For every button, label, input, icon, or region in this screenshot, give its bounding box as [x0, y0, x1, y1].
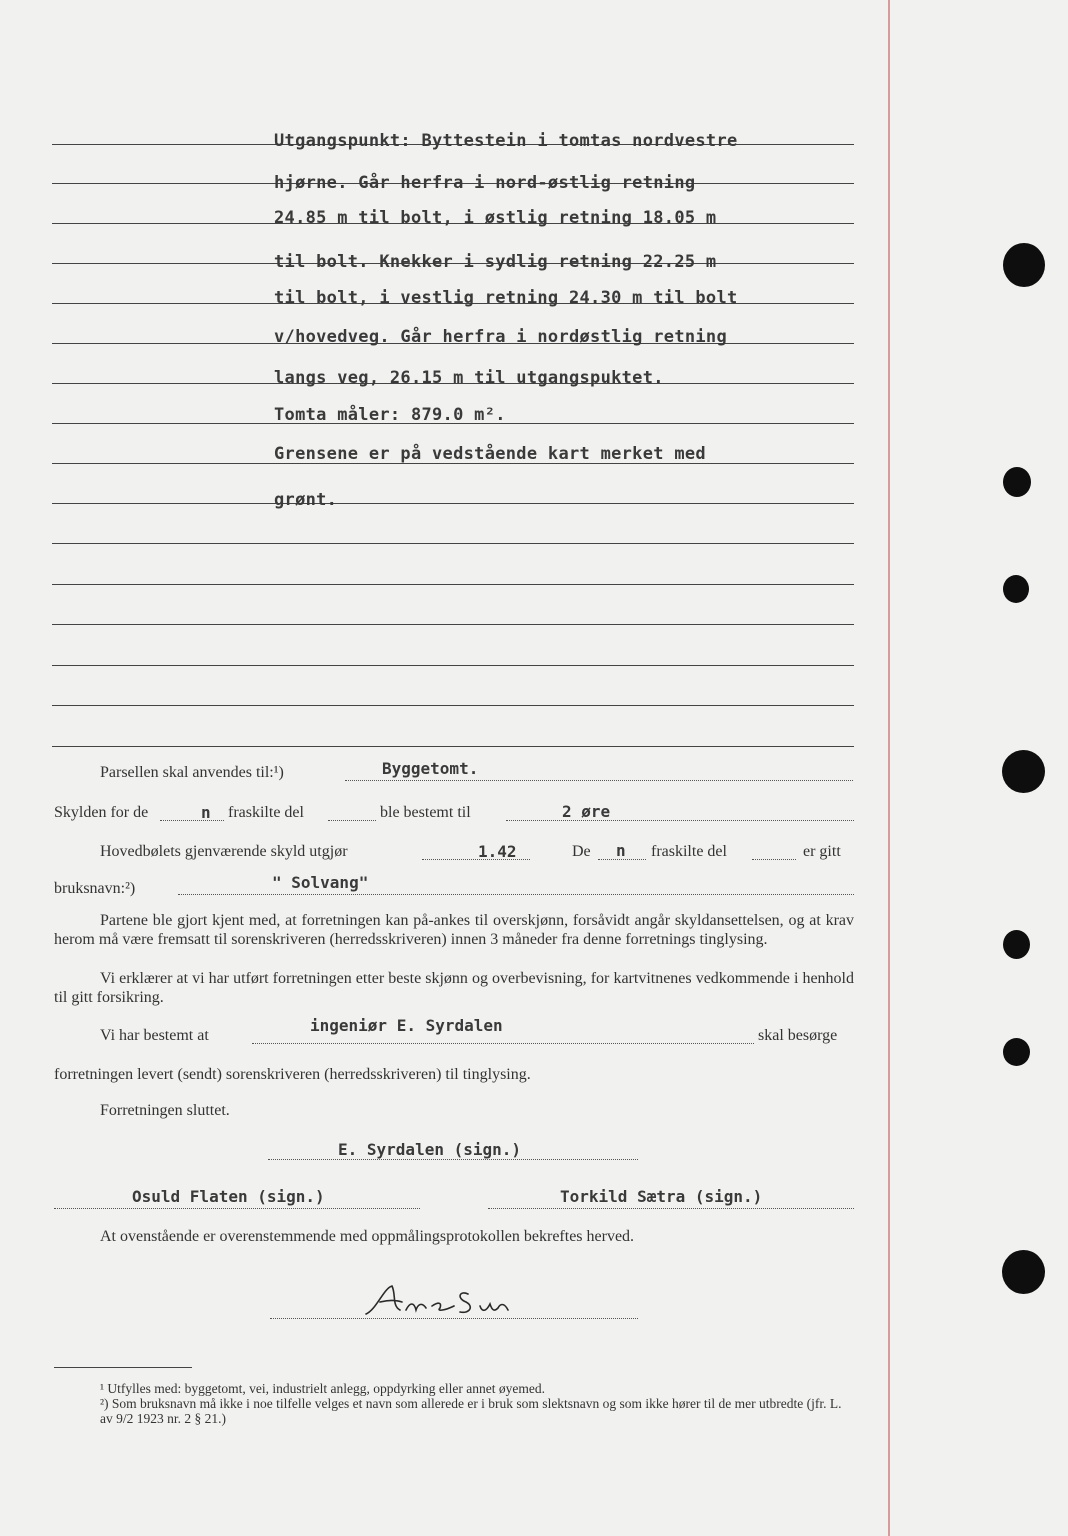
footnote-2: ²) Som bruksnavn må ikke i noe tilfelle velges et navn som allerede er i bruk som slektsnavn og som ikke hører til de mer utbredte (jfr. L. av 9/2 1923 nr. 2 § 21.): [100, 1396, 842, 1426]
hovedbol-er-gitt-label: er gitt: [803, 843, 841, 860]
parsellen-dotted-line: [345, 780, 853, 781]
confirmation-text: At ovenstående er overenstemmende med oppmålingsprotokollen bekreftes herved.: [100, 1228, 635, 1245]
footnote-1: ¹ Utfylles med: byggetomt, vei, industrielt anlegg, oppdyrking eller annet øyemed.: [100, 1381, 545, 1396]
punch-hole: [1002, 750, 1045, 793]
skylden-dotted-line: [328, 820, 376, 821]
parsellen-value: Byggetomt.: [382, 759, 479, 778]
description-line: v/hovedveg. Går herfra i nordøstlig retning: [274, 327, 727, 347]
levert-text: forretningen levert (sendt) sorenskriveren (herredsskriveren) til tinglysing.: [54, 1066, 531, 1083]
punch-hole: [1003, 467, 1031, 497]
bruksnavn-label: bruksnavn:²): [54, 880, 136, 897]
description-line: Utgangspunkt: Byttestein i tomtas nordvestre: [274, 131, 738, 151]
description-line: Tomta måler: 879.0 m².: [274, 405, 506, 425]
punch-hole: [1003, 575, 1029, 603]
ruled-line: [52, 705, 854, 706]
ruled-line: [52, 503, 854, 504]
punch-hole: [1003, 243, 1045, 287]
signature-surveyor: E. Syrdalen (sign.): [338, 1140, 522, 1159]
hovedbol-n-value: n: [616, 841, 626, 860]
bruksnavn-dotted-line: [178, 894, 854, 895]
description-line: Grensene er på vedstående kart merket med: [274, 444, 706, 464]
punch-hole: [1003, 930, 1030, 959]
red-margin-line: [888, 0, 890, 1536]
besorge-label: skal besørge: [758, 1027, 838, 1044]
partene-paragraph: [54, 911, 854, 949]
partene-text: Partene ble gjort kjent med, at forretningen kan på-ankes til overskjønn, forsåvidt angår skyldansettelsen, og at krav herom må være fremsatt til sorenskriveren (herredsskriveren) innen 3 måneder fra denne forretnings tinglysing.: [54, 912, 854, 948]
description-line: 24.85 m til bolt, i østlig retning 18.05 m: [274, 208, 717, 228]
parsellen-label: Parsellen skal anvendes til:¹): [100, 764, 284, 781]
skylden-dotted-line: [160, 820, 224, 821]
bestemt-label: Vi har bestemt at: [100, 1027, 209, 1044]
description-line: til bolt, i vestlig retning 24.30 m til bolt: [274, 288, 738, 308]
description-line: hjørne. Går herfra i nord-østlig retning: [274, 173, 696, 193]
hovedbol-dotted-line: [752, 859, 796, 860]
ruled-line: [52, 746, 854, 747]
ruled-line: [52, 665, 854, 666]
footnote-rule: [54, 1367, 192, 1368]
signature-witness-1: Osuld Flaten (sign.): [132, 1187, 325, 1206]
hovedbol-value: 1.42: [478, 842, 517, 861]
skylden-label: Skylden for de: [54, 804, 149, 821]
signature-line: [488, 1208, 854, 1209]
signature-line: [54, 1208, 420, 1209]
description-line: langs veg, 26.15 m til utgangspuktet.: [274, 368, 664, 388]
bruksnavn-value: " Solvang": [272, 873, 369, 892]
punch-hole: [1003, 1038, 1030, 1066]
hovedbol-de-label: De: [572, 843, 591, 860]
ruled-line: [52, 543, 854, 544]
skylden-bestemt-label: ble bestemt til: [380, 804, 471, 821]
skylden-fraskilte-label: fraskilte del: [228, 804, 304, 821]
signature-line: [268, 1159, 638, 1160]
hovedbol-label: Hovedbølets gjenværende skyld utgjør: [100, 843, 348, 860]
skylden-value: 2 øre: [562, 802, 611, 821]
description-line: grønt.: [274, 490, 338, 510]
hovedbol-fraskilte-label: fraskilte del: [651, 843, 727, 860]
sluttet-text: Forretningen sluttet.: [100, 1102, 230, 1119]
bestemt-dotted-line: [252, 1043, 754, 1044]
erklaerer-paragraph: [54, 969, 854, 1007]
signature-line: [270, 1318, 638, 1319]
bestemt-value: ingeniør E. Syrdalen: [310, 1016, 503, 1035]
skylden-dotted-line: [506, 820, 854, 821]
signature-witness-2: Torkild Sætra (sign.): [560, 1187, 763, 1206]
erklaerer-text: Vi erklærer at vi har utført forretningen etter beste skjønn og overbevisning, for kartvitnenes vedkommende i henhold til gitt forsikring.: [54, 970, 854, 1006]
ruled-line: [52, 584, 854, 585]
skylden-n-value: n: [201, 803, 211, 822]
punch-hole: [1002, 1250, 1045, 1294]
description-line: til bolt. Knekker i sydlig retning 22.25 m: [274, 252, 717, 272]
ruled-line: [52, 624, 854, 625]
